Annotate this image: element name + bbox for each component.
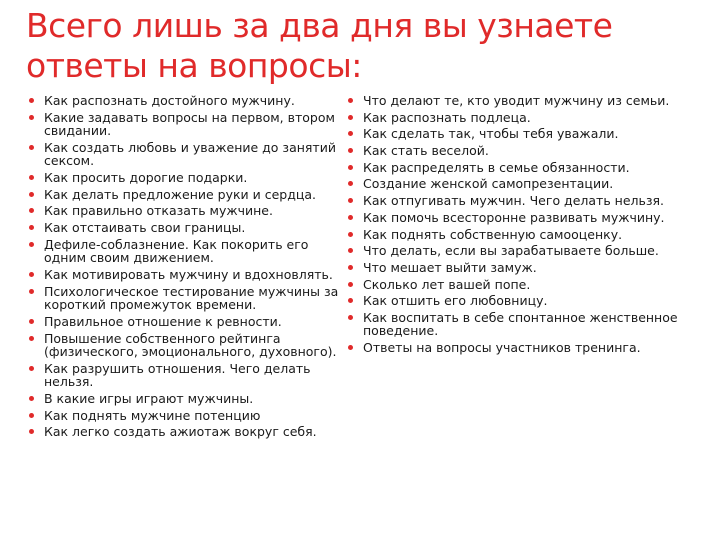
bullet-icon <box>29 175 34 180</box>
list-item-text: Дефиле-соблазнение. Как покорить его одним своим движением. <box>44 236 309 266</box>
bullet-icon <box>29 242 34 247</box>
list-item <box>345 111 695 125</box>
bullet-icon <box>348 165 353 170</box>
list-item-text: Как делать предложение руки и сердца. <box>44 186 317 202</box>
bullet-icon <box>29 145 34 150</box>
list-item <box>345 194 695 208</box>
list-item-text: Как поднять мужчине потенцию <box>44 407 261 423</box>
bullet-icon <box>348 265 353 270</box>
list-item-text: Как распознать достойного мужчину. <box>44 93 295 108</box>
list-item <box>26 332 346 359</box>
list-item <box>345 341 695 355</box>
list-item <box>26 285 346 312</box>
list-item <box>26 141 346 168</box>
list-item-text: Что мешает выйти замуж. <box>363 259 537 275</box>
list-item-text: Что делают те, кто уводит мужчину из семьи. <box>363 93 670 108</box>
bullet-icon <box>29 366 34 371</box>
list-item <box>26 238 346 265</box>
list-item <box>345 244 695 258</box>
list-item-text: Как поднять собственную самооценку. <box>363 226 623 242</box>
bullet-icon <box>348 215 353 220</box>
bullet-icon <box>348 148 353 153</box>
bullet-icon <box>348 98 353 103</box>
list-item-text: Как распределять в семье обязанности. <box>363 159 630 175</box>
list-item-text: Ответы на вопросы участников тренинга. <box>363 340 641 356</box>
list-item-text: Сколько лет вашей попе. <box>363 276 531 292</box>
bullet-icon <box>29 396 34 401</box>
list-item-text: Как отстаивать свои границы. <box>44 220 246 236</box>
bullet-icon <box>348 298 353 303</box>
list-item <box>26 425 346 439</box>
list-item-text: Как мотивировать мужчину и вдохновлять. <box>44 267 333 282</box>
bullet-icon <box>29 98 34 103</box>
list-item-text: Как воспитать в себе спонтанное женственное поведение. <box>363 309 678 339</box>
list-item <box>26 171 346 185</box>
list-item <box>26 268 346 282</box>
list-item-text: Как отпугивать мужчин. Чего делать нельзя. <box>363 193 665 209</box>
bullet-icon <box>348 282 353 287</box>
bullet-icon <box>29 272 34 277</box>
bullet-icon <box>348 198 353 203</box>
list-item-text: Психологическое тестирование мужчины за короткий промежуток времени. <box>44 283 339 313</box>
list-item-text: Как разрушить отношения. Чего делать нельзя. <box>44 360 311 390</box>
bullet-icon <box>29 208 34 213</box>
list-item <box>26 392 346 406</box>
list-item-text: Создание женской самопрезентации. <box>363 176 614 192</box>
bullet-icon <box>29 413 34 418</box>
list-item-text: Как распознать подлеца. <box>363 109 531 125</box>
list-item <box>345 94 695 108</box>
slide-title: Всего лишь за два дня вы узнаете ответы на вопросы: <box>26 6 613 85</box>
list-item <box>345 177 695 191</box>
list-item <box>345 211 695 225</box>
bullet-icon <box>29 336 34 341</box>
bullet-icon <box>348 345 353 350</box>
list-item <box>345 144 695 158</box>
list-item-text: Как просить дорогие подарки. <box>44 170 248 186</box>
list-item <box>26 188 346 202</box>
list-item-text: Как помочь всесторонне развивать мужчину. <box>363 209 665 225</box>
list-item <box>26 111 346 138</box>
bullet-icon <box>348 232 353 237</box>
list-item <box>26 362 346 389</box>
list-item <box>345 261 695 275</box>
bullet-icon <box>29 429 34 434</box>
bullet-icon <box>348 115 353 120</box>
list-item-text: Правильное отношение к ревности. <box>44 313 282 329</box>
bullet-icon <box>348 315 353 320</box>
left-topic-list <box>26 94 346 442</box>
list-item <box>345 294 695 308</box>
bullet-icon <box>29 289 34 294</box>
bullet-icon <box>29 225 34 230</box>
list-item <box>345 228 695 242</box>
bullet-icon <box>348 181 353 186</box>
list-item <box>345 161 695 175</box>
list-item-text: Как сделать так, чтобы тебя уважали. <box>363 126 619 142</box>
list-item <box>345 278 695 292</box>
bullet-icon <box>348 248 353 253</box>
list-item <box>26 315 346 329</box>
bullet-icon <box>29 319 34 324</box>
bullet-icon <box>29 115 34 120</box>
bullet-icon <box>29 192 34 197</box>
list-item-text: Какие задавать вопросы на первом, втором свидании. <box>44 109 335 139</box>
list-item <box>26 94 346 108</box>
list-item <box>26 409 346 423</box>
bullet-icon <box>348 131 353 136</box>
list-item-text: Как создать любовь и уважение до занятий сексом. <box>44 139 336 169</box>
list-item-text: Как легко создать ажиотаж вокруг себя. <box>44 424 317 440</box>
list-item <box>26 221 346 235</box>
list-item-text: Как стать веселой. <box>363 143 489 159</box>
list-item <box>26 204 346 218</box>
list-item-text: Как отшить его любовницу. <box>363 293 548 309</box>
list-item <box>345 127 695 141</box>
list-item-text: В какие игры играют мужчины. <box>44 390 254 406</box>
list-item-text: Повышение собственного рейтинга (физического, эмоционального, духовного). <box>44 330 337 360</box>
list-item-text: Как правильно отказать мужчине. <box>44 203 273 219</box>
list-item <box>345 311 695 338</box>
list-item-text: Что делать, если вы зарабатываете больше. <box>363 243 659 259</box>
right-topic-list <box>345 94 695 358</box>
